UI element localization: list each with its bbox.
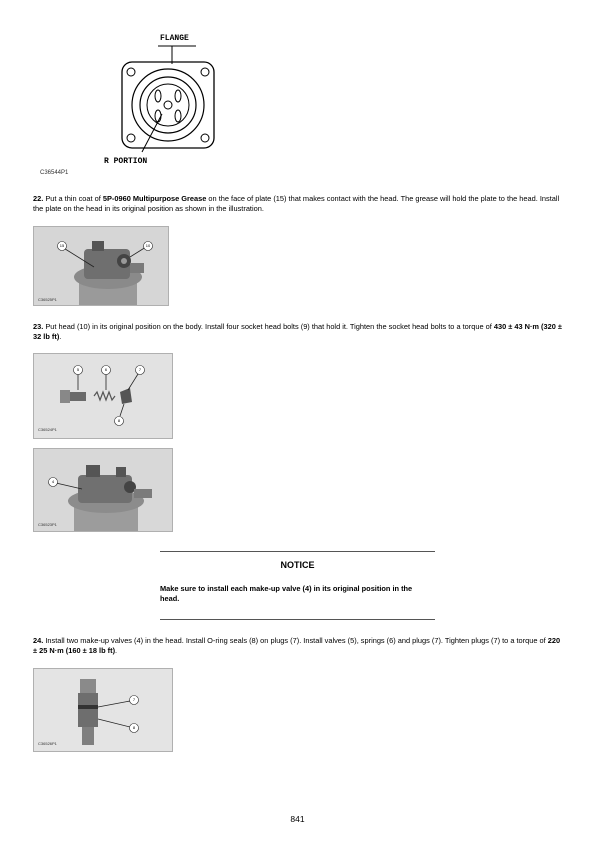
notice-body: Make sure to install each make-up valve (4) in its original position in the head. <box>160 584 413 603</box>
figure-flange-drawing <box>100 30 230 170</box>
figure4-code: C36523P1 <box>38 522 57 527</box>
step-number: 22. <box>33 194 44 203</box>
figure-head-plate-photo <box>33 226 169 306</box>
callout-6: 6 <box>104 367 108 372</box>
step-22: 22. Put a thin coat of 5P-0960 Multipurpose Grease on the face of plate (15) that makes contact with the head. The grease will hold the plate to the head. Install the plate on the head in its original position as shown in the illustration. <box>33 194 560 213</box>
step-23: 23. Put head (10) in its original position on the body. Install four socket head bolts (9) that hold it. Tighten the socket head bolts to a torque of 430 ± 43 N·m (320 ± 32 lb ft). <box>33 322 562 341</box>
callout-10: 10 <box>145 243 151 248</box>
figure2-code: C36525P1 <box>38 297 57 302</box>
figure-plug-oring-photo <box>33 668 173 752</box>
figure1-code: C36544P1 <box>40 170 69 176</box>
callout-8: 8 <box>117 418 121 423</box>
flange-label: FLANGE <box>160 34 189 43</box>
notice-bottom-rule <box>160 619 435 620</box>
figure5-code: C36526P1 <box>38 741 57 746</box>
callout-4: 4 <box>51 479 55 484</box>
callout-5: 5 <box>76 367 80 372</box>
callout-8: 8 <box>132 725 136 730</box>
r-portion-label: R PORTION <box>104 157 148 166</box>
step-number: 24. <box>33 636 44 645</box>
step-24: 24. Install two make-up valves (4) in the head. Install O-ring seals (8) on plugs (7). Install valves (5), springs (6) and plugs (7). Tighten plugs (7) to a torque of 220 ± 25 N·m (160 ± 18 lb ft). <box>33 636 561 655</box>
callout-7: 7 <box>132 697 136 702</box>
notice-title: NOTICE <box>280 560 315 570</box>
flange-illustration <box>100 30 230 170</box>
step-number: 23. <box>33 322 44 331</box>
callout-15: 15 <box>59 243 65 248</box>
notice-top-rule <box>160 551 435 552</box>
figure3-code: C36524P1 <box>38 427 57 432</box>
page-number: 841 <box>290 814 305 824</box>
figure-valve-parts-photo <box>33 353 173 439</box>
callout-7: 7 <box>138 367 142 372</box>
figure-makeup-valve-head-photo <box>33 448 173 532</box>
